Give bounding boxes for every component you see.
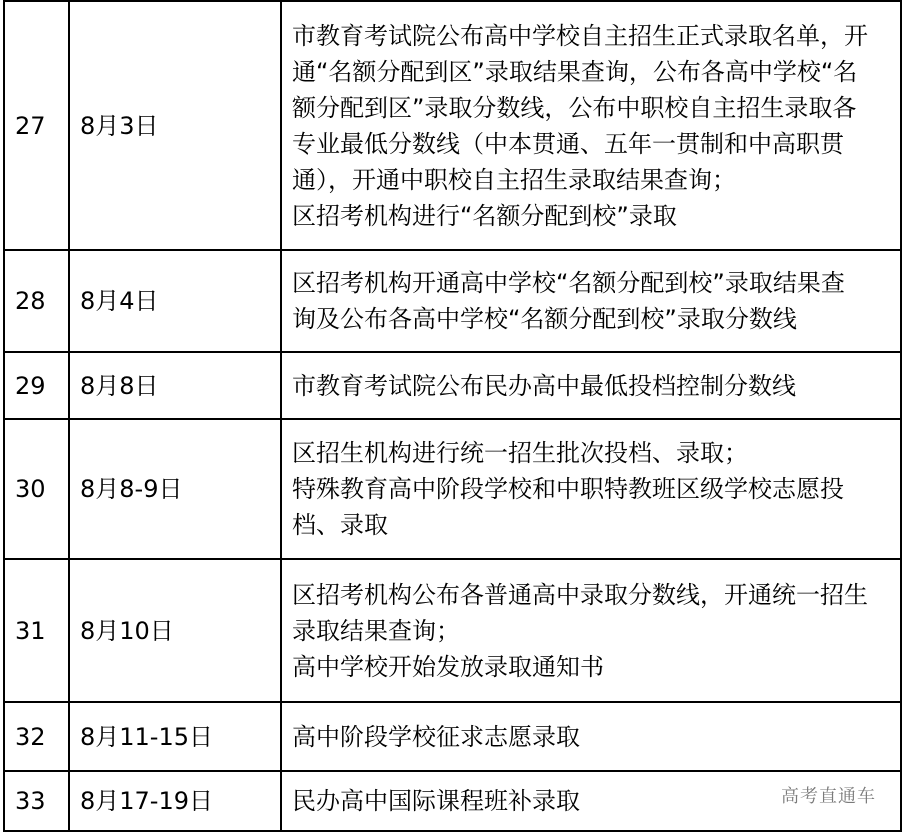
row-description xyxy=(281,250,901,352)
description-line: 市教育考试院公布高中学校自主招生正式录取名单，开 xyxy=(292,21,868,50)
table-row xyxy=(4,702,901,771)
row-date: 8月11-15日 xyxy=(69,702,281,771)
schedule-table xyxy=(3,0,902,832)
row-number: 33 xyxy=(4,771,69,831)
description-line: 区招考机构公布各普通高中录取分数线，开通统一招生 xyxy=(292,580,868,609)
description-line: 高中学校开始发放录取通知书 xyxy=(292,652,604,681)
row-description xyxy=(281,1,901,250)
row-number: 29 xyxy=(4,352,69,419)
description-line: 特殊教育高中阶段学校和中职特教班区级学校志愿投 xyxy=(292,475,844,503)
description-line: 区招生机构进行统一招生批次投档、录取； xyxy=(292,439,748,467)
row-number: 28 xyxy=(4,250,69,352)
row-date: 8月17-19日 xyxy=(69,771,281,831)
row-number: 27 xyxy=(4,1,69,250)
row-number: 32 xyxy=(4,702,69,771)
table-row xyxy=(4,559,901,702)
description-line: 额分配到区”录取分数线，公布中职校自主招生录取各 xyxy=(292,93,857,122)
description-line: 区招考机构开通高中学校“名额分配到校”录取结果查 xyxy=(292,269,845,297)
table-row xyxy=(4,250,901,352)
description-line: 高中阶段学校征求志愿录取 xyxy=(292,722,580,751)
description-line: 通），开通中职校自主招生录取结果查询； xyxy=(292,165,736,194)
row-date: 8月10日 xyxy=(69,559,281,702)
row-description xyxy=(281,419,901,559)
row-date: 8月4日 xyxy=(69,250,281,352)
description-line: 区招考机构进行“名额分配到校”录取 xyxy=(292,201,677,230)
row-date: 8月8日 xyxy=(69,352,281,419)
row-number: 31 xyxy=(4,559,69,702)
watermark-text: 高考直通车 xyxy=(781,786,876,807)
row-description xyxy=(281,702,901,771)
table-row xyxy=(4,1,901,250)
description-line: 档、录取 xyxy=(292,511,388,539)
description-line: 询及公布各高中学校“名额分配到校”录取分数线 xyxy=(292,305,797,333)
table-row xyxy=(4,352,901,419)
description-line: 通“名额分配到区”录取结果查询，公布各高中学校“名 xyxy=(292,57,858,86)
row-date: 8月8-9日 xyxy=(69,419,281,559)
row-date: 8月3日 xyxy=(69,1,281,250)
description-line: 专业最低分数线（中本贯通、五年一贯制和中高职贯 xyxy=(292,129,844,158)
table-row xyxy=(4,771,901,831)
table-row xyxy=(4,419,901,559)
row-description xyxy=(281,352,901,419)
description-line: 市教育考试院公布民办高中最低投档控制分数线 xyxy=(292,371,796,400)
description-line: 民办高中国际课程班补录取 xyxy=(292,787,580,815)
row-number: 30 xyxy=(4,419,69,559)
row-description xyxy=(281,559,901,702)
description-line: 录取结果查询； xyxy=(292,616,460,645)
